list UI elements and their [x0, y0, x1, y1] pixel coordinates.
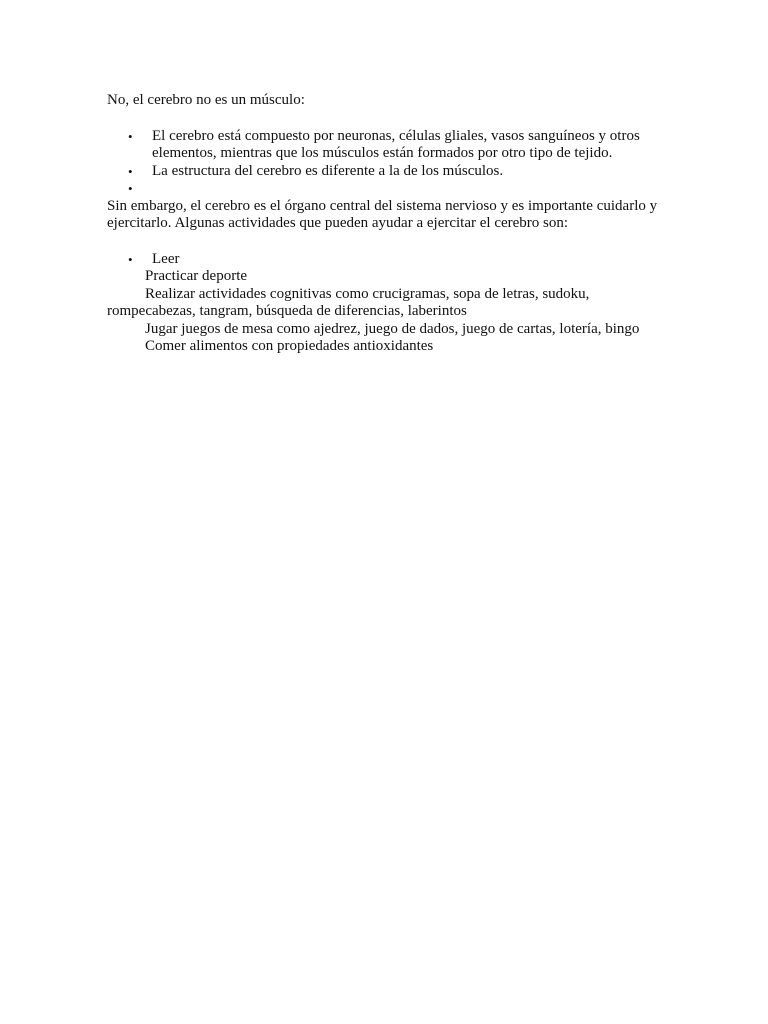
list-item [107, 128, 667, 163]
list-item-text: Leer [152, 250, 180, 267]
bullet-icon: • [128, 181, 133, 196]
list-item [107, 251, 667, 269]
bullet-list-1 [107, 128, 667, 181]
bullet-list-2 [107, 251, 667, 269]
intro-paragraph: No, el cerebro no es un músculo: [107, 92, 305, 108]
bullet-icon: • [128, 128, 133, 144]
body-paragraph: Sin embargo, el cerebro es el órgano central del sistema nervioso y es importante cuidarlo y ejercitarlo. Algunas actividades que pueden ayudar a ejercitar el cerebro son: [107, 197, 658, 231]
activity-line: Comer alimentos con propiedades antioxidantes [145, 338, 434, 354]
activities-block [107, 268, 667, 356]
activity-line: Practicar deporte [145, 268, 248, 284]
bullet-icon: • [128, 251, 133, 267]
list-item [107, 163, 667, 181]
bullet-icon: • [128, 163, 133, 179]
activity-line: Realizar actividades cognitivas como crucigramas, sopa de letras, sudoku, rompecabezas, tangram, búsqueda de diferencias, laberintos [107, 285, 590, 319]
document-page [107, 92, 667, 356]
empty-bullet-list [107, 180, 667, 198]
activity-line: Jugar juegos de mesa como ajedrez, juego de dados, juego de cartas, lotería, bingo [145, 320, 640, 337]
list-item-text: La estructura del cerebro es diferente a la de los músculos. [152, 162, 504, 179]
list-item-text: El cerebro está compuesto por neuronas, células gliales, vasos sanguíneos y otros elementos, mientras que los músculos están formados por otro tipo de tejido. [152, 127, 640, 161]
